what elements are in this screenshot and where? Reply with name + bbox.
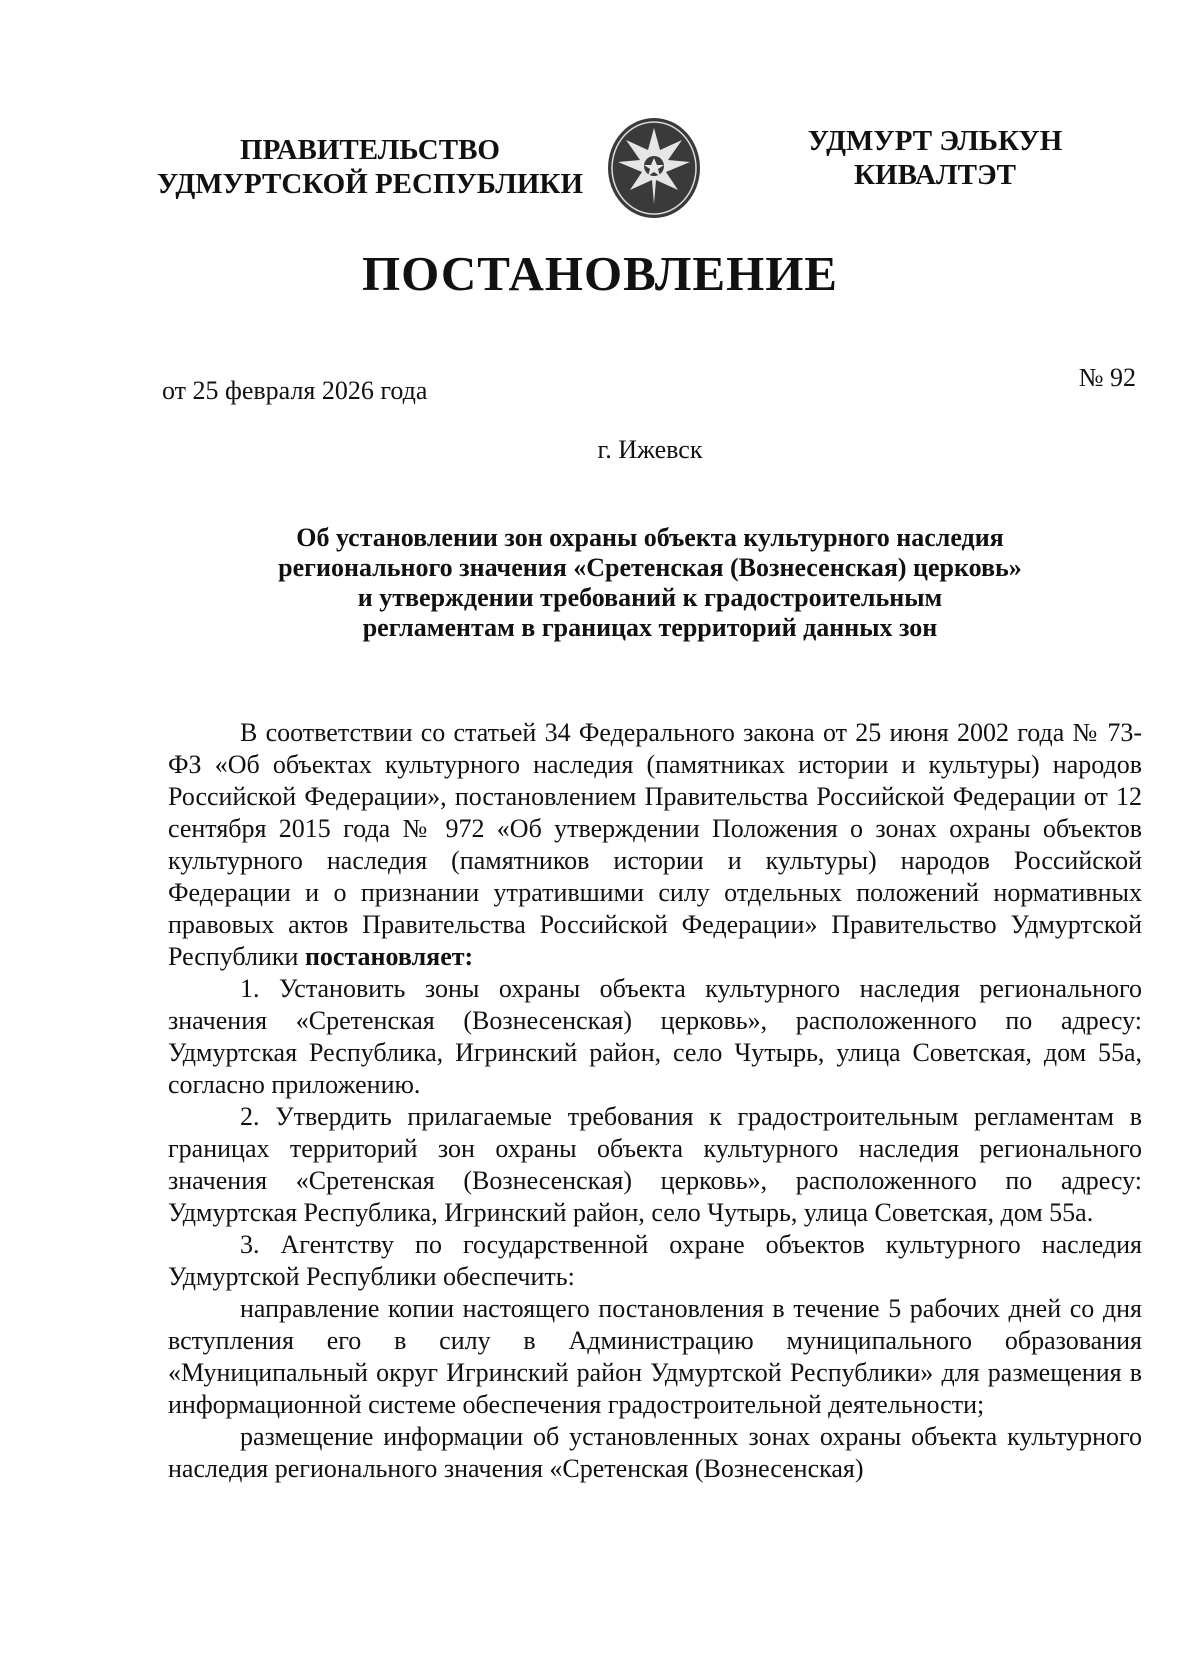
body-paragraph: размещение информации об установленных зонах охраны объекта культурного наследия регионального значения «Сретенская (Вознесенская)	[168, 1422, 1142, 1483]
document-date: от 25 февраля 2026 года	[162, 376, 428, 405]
body-paragraph: 1. Установить зоны охраны объекта культурного наследия регионального значения «Сретенская (Вознесенская) церковь», расположенного по адресу: Удмуртская Республика, Игринский район, село Чутырь, улица Советская, дом 55а, согласно приложению.	[168, 974, 1142, 1099]
resolution-keyword: постановляет:	[304, 942, 474, 971]
document-city: г. Ижевск	[597, 435, 703, 464]
org-name-russian	[150, 133, 590, 201]
document-title-line: регламентам в границах территорий данных зон	[362, 613, 938, 642]
document-title-line: Об установлении зон охраны объекта культурного наследия	[296, 523, 1004, 552]
body-paragraph	[168, 717, 1142, 973]
document-title-line: и утверждении требований к градостроительным	[357, 583, 943, 612]
document-number: № 92	[1078, 363, 1136, 392]
document-title	[170, 523, 1130, 643]
org-name-russian-line2: УДМУРТСКОЙ РЕСПУБЛИКИ	[156, 168, 584, 200]
document-type: ПОСТАНОВЛЕНИЕ	[362, 246, 838, 301]
org-name-udmurt-line2: КИВАЛТЭТ	[853, 159, 1016, 191]
org-name-udmurt-line1: УДМУРТ ЭЛЬКУН	[807, 125, 1063, 157]
body-paragraph: 3. Агентству по государственной охране объектов культурного наследия Удмуртской Республики обеспечить:	[168, 1230, 1142, 1291]
document-title-line: регионального значения «Сретенская (Вознесенская) церковь»	[278, 553, 1022, 582]
body-paragraph: направление копии настоящего постановления в течение 5 рабочих дней со дня вступления его в силу в Администрацию муниципального образования «Муниципальный округ Игринский район Удмуртской Республики» для размещения в информационной системе обеспечения градостроительной деятельности;	[168, 1294, 1142, 1419]
body-paragraph: 2. Утвердить прилагаемые требования к градостроительным регламентам в границах территорий зон охраны объекта культурного наследия регионального значения «Сретенская (Вознесенская) церковь», расположенного по адресу: Удмуртская Республика, Игринский район, село Чутырь, улица Советская, дом 55а.	[168, 1102, 1142, 1227]
org-name-russian-line1: ПРАВИТЕЛЬСТВО	[240, 134, 500, 166]
document-body	[168, 717, 1142, 1485]
preamble-text: В соответствии со статьей 34 Федерального закона от 25 июня 2002 года № 73-ФЗ «Об объектах культурного наследия (памятниках истории и культуры) народов Российской Федерации», постановлением Правительства Российской Федерации от 12 сентября 2015 года № 972 «Об утверждении Положения о зонах охраны объектов культурного наследия (памятников истории и культуры) народов Российской Федерации и о признании утратившими силу отдельных положений нормативных правовых актов Правительства Российской Федерации» Правительство Удмуртской Республики	[168, 718, 1142, 971]
coat-of-arms-icon	[598, 110, 710, 222]
org-name-udmurt	[800, 124, 1070, 192]
